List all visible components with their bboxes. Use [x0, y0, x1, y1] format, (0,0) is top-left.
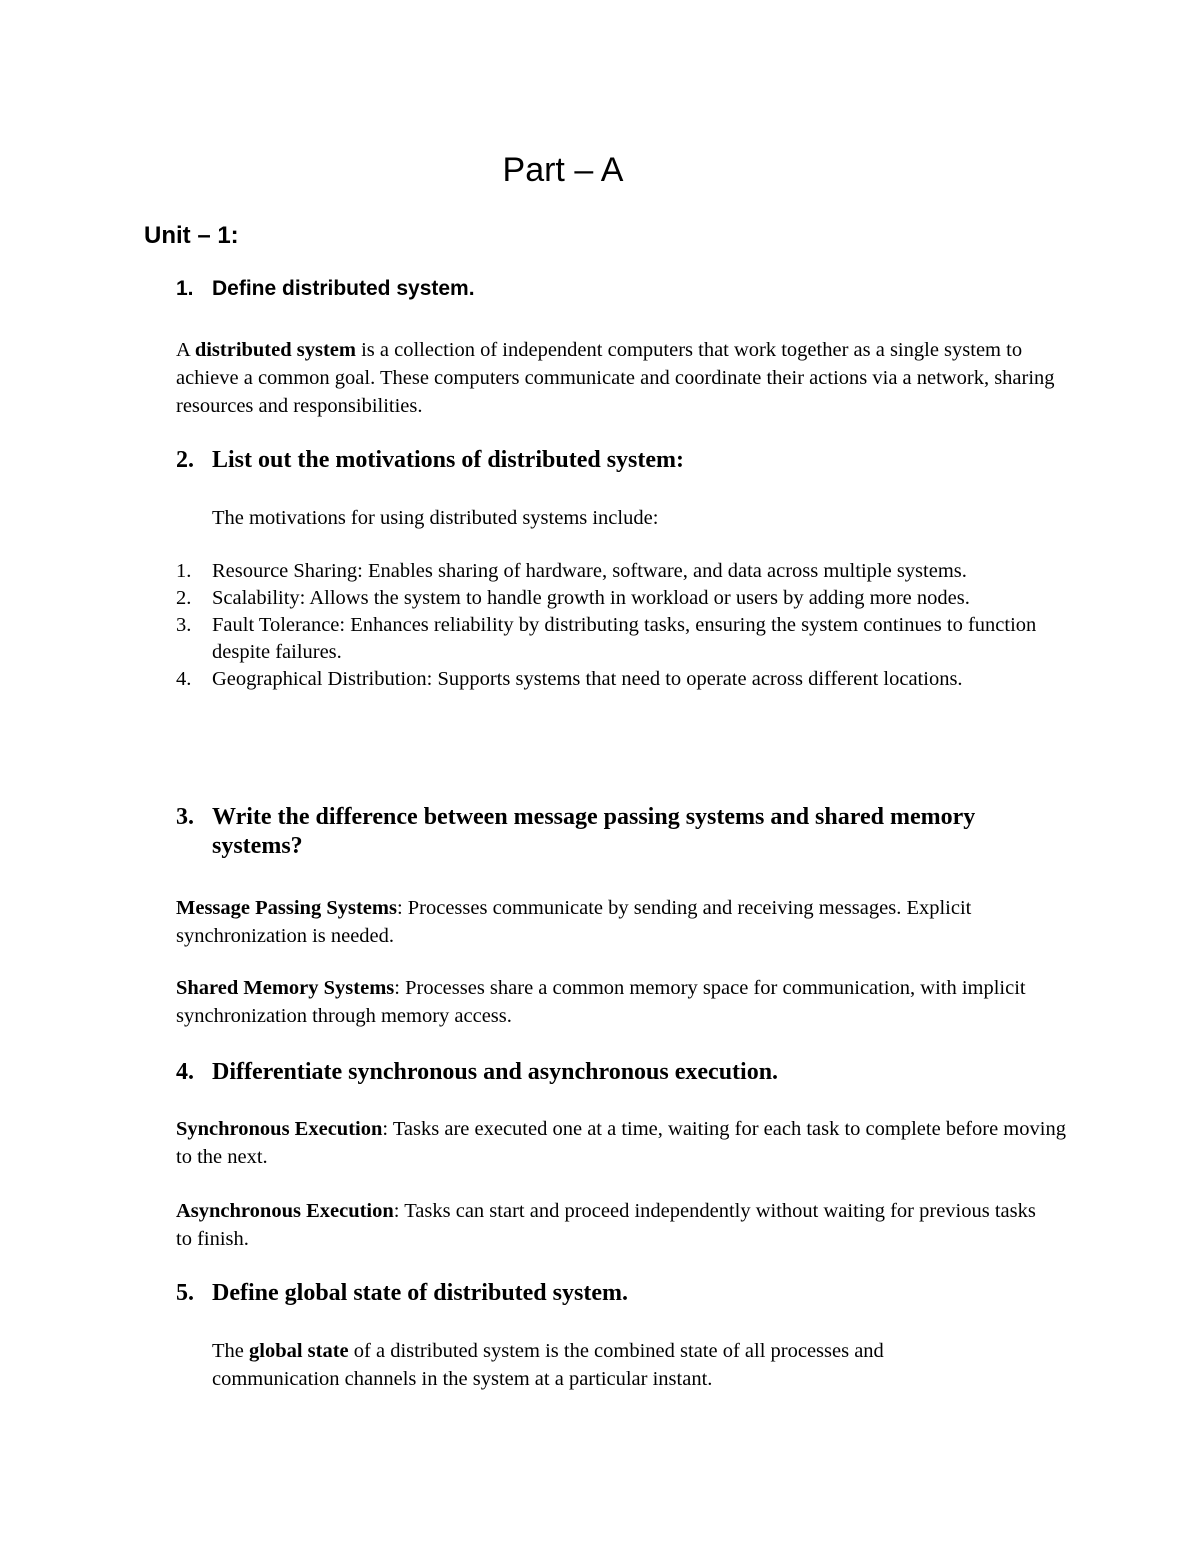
- page-title: Part – A: [502, 151, 624, 189]
- list-text: Geographical Distribution: Supports systems that need to operate across different locations.: [212, 668, 963, 690]
- answer-text: : Tasks are executed one at a time, waiting for each task to complete before moving to the next.: [176, 1118, 1066, 1168]
- question-text: Define distributed system.: [212, 277, 475, 300]
- answer-text: A: [176, 339, 195, 361]
- question-text: Differentiate synchronous and asynchronous execution.: [212, 1059, 779, 1085]
- answer-term: Shared Memory Systems: [176, 977, 395, 999]
- answer-2-intro: The motivations for using distributed systems include:: [212, 507, 659, 529]
- question-4-heading: [176, 1058, 1076, 1088]
- list-item: [176, 585, 1076, 612]
- list-item: [176, 666, 1076, 693]
- answer-3-message-passing: [176, 894, 1046, 950]
- unit-heading: Unit – 1:: [144, 222, 239, 249]
- answer-3-shared-memory: [176, 974, 1046, 1030]
- question-text: Write the difference between message passing systems and shared memory systems?: [212, 804, 976, 859]
- answer-text: : Processes share a common memory space for communication, with implicit synchronization through memory access.: [176, 977, 1026, 1027]
- answer-5: [212, 1337, 1012, 1393]
- question-5-heading: [176, 1279, 1076, 1309]
- answer-term: distributed system: [194, 339, 356, 361]
- answer-term: Message Passing Systems: [176, 897, 397, 919]
- list-number: 3.: [176, 614, 192, 636]
- question-text: Define global state of distributed system.: [212, 1280, 628, 1306]
- question-number: 4.: [176, 1059, 194, 1085]
- question-number: 1.: [176, 277, 194, 300]
- list-number: 2.: [176, 587, 192, 609]
- answer-1: [176, 336, 1066, 420]
- question-number: 5.: [176, 1280, 194, 1306]
- answer-4-synchronous: [176, 1115, 1066, 1171]
- answer-term: Synchronous Execution: [176, 1118, 383, 1140]
- question-number: 3.: [176, 804, 194, 830]
- answer-4-asynchronous: [176, 1197, 1046, 1253]
- list-item: [176, 558, 1076, 585]
- question-1-heading: [176, 275, 1056, 305]
- answer-term: global state: [249, 1340, 349, 1362]
- answer-text: The: [212, 1340, 249, 1362]
- question-3-heading: [176, 803, 1076, 863]
- answer-text: of a distributed system is the combined state of all processes and communication channels in the system at a particular instant.: [212, 1340, 884, 1390]
- list-item: [176, 612, 1076, 666]
- question-2-heading: [176, 446, 1076, 476]
- list-number: 1.: [176, 560, 192, 582]
- list-text: Resource Sharing: Enables sharing of hardware, software, and data across multiple systems.: [212, 560, 967, 582]
- motivations-list: [176, 558, 1076, 693]
- list-text: Fault Tolerance: Enhances reliability by distributing tasks, ensuring the system continues to function despite failures.: [212, 614, 1037, 663]
- answer-term: Asynchronous Execution: [176, 1200, 394, 1222]
- list-number: 4.: [176, 668, 192, 690]
- question-text: List out the motivations of distributed system:: [212, 447, 684, 473]
- answer-text: : Processes communicate by sending and receiving messages. Explicit synchronization is needed.: [176, 897, 972, 947]
- list-text: Scalability: Allows the system to handle growth in workload or users by adding more nodes.: [212, 587, 970, 609]
- answer-text: : Tasks can start and proceed independently without waiting for previous tasks to finish.: [176, 1200, 1036, 1250]
- answer-text: is a collection of independent computers that work together as a single system to achieve a common goal. These computers communicate and coordinate their actions via a network, sharing resources and responsibilities.: [176, 339, 1055, 417]
- question-number: 2.: [176, 447, 194, 473]
